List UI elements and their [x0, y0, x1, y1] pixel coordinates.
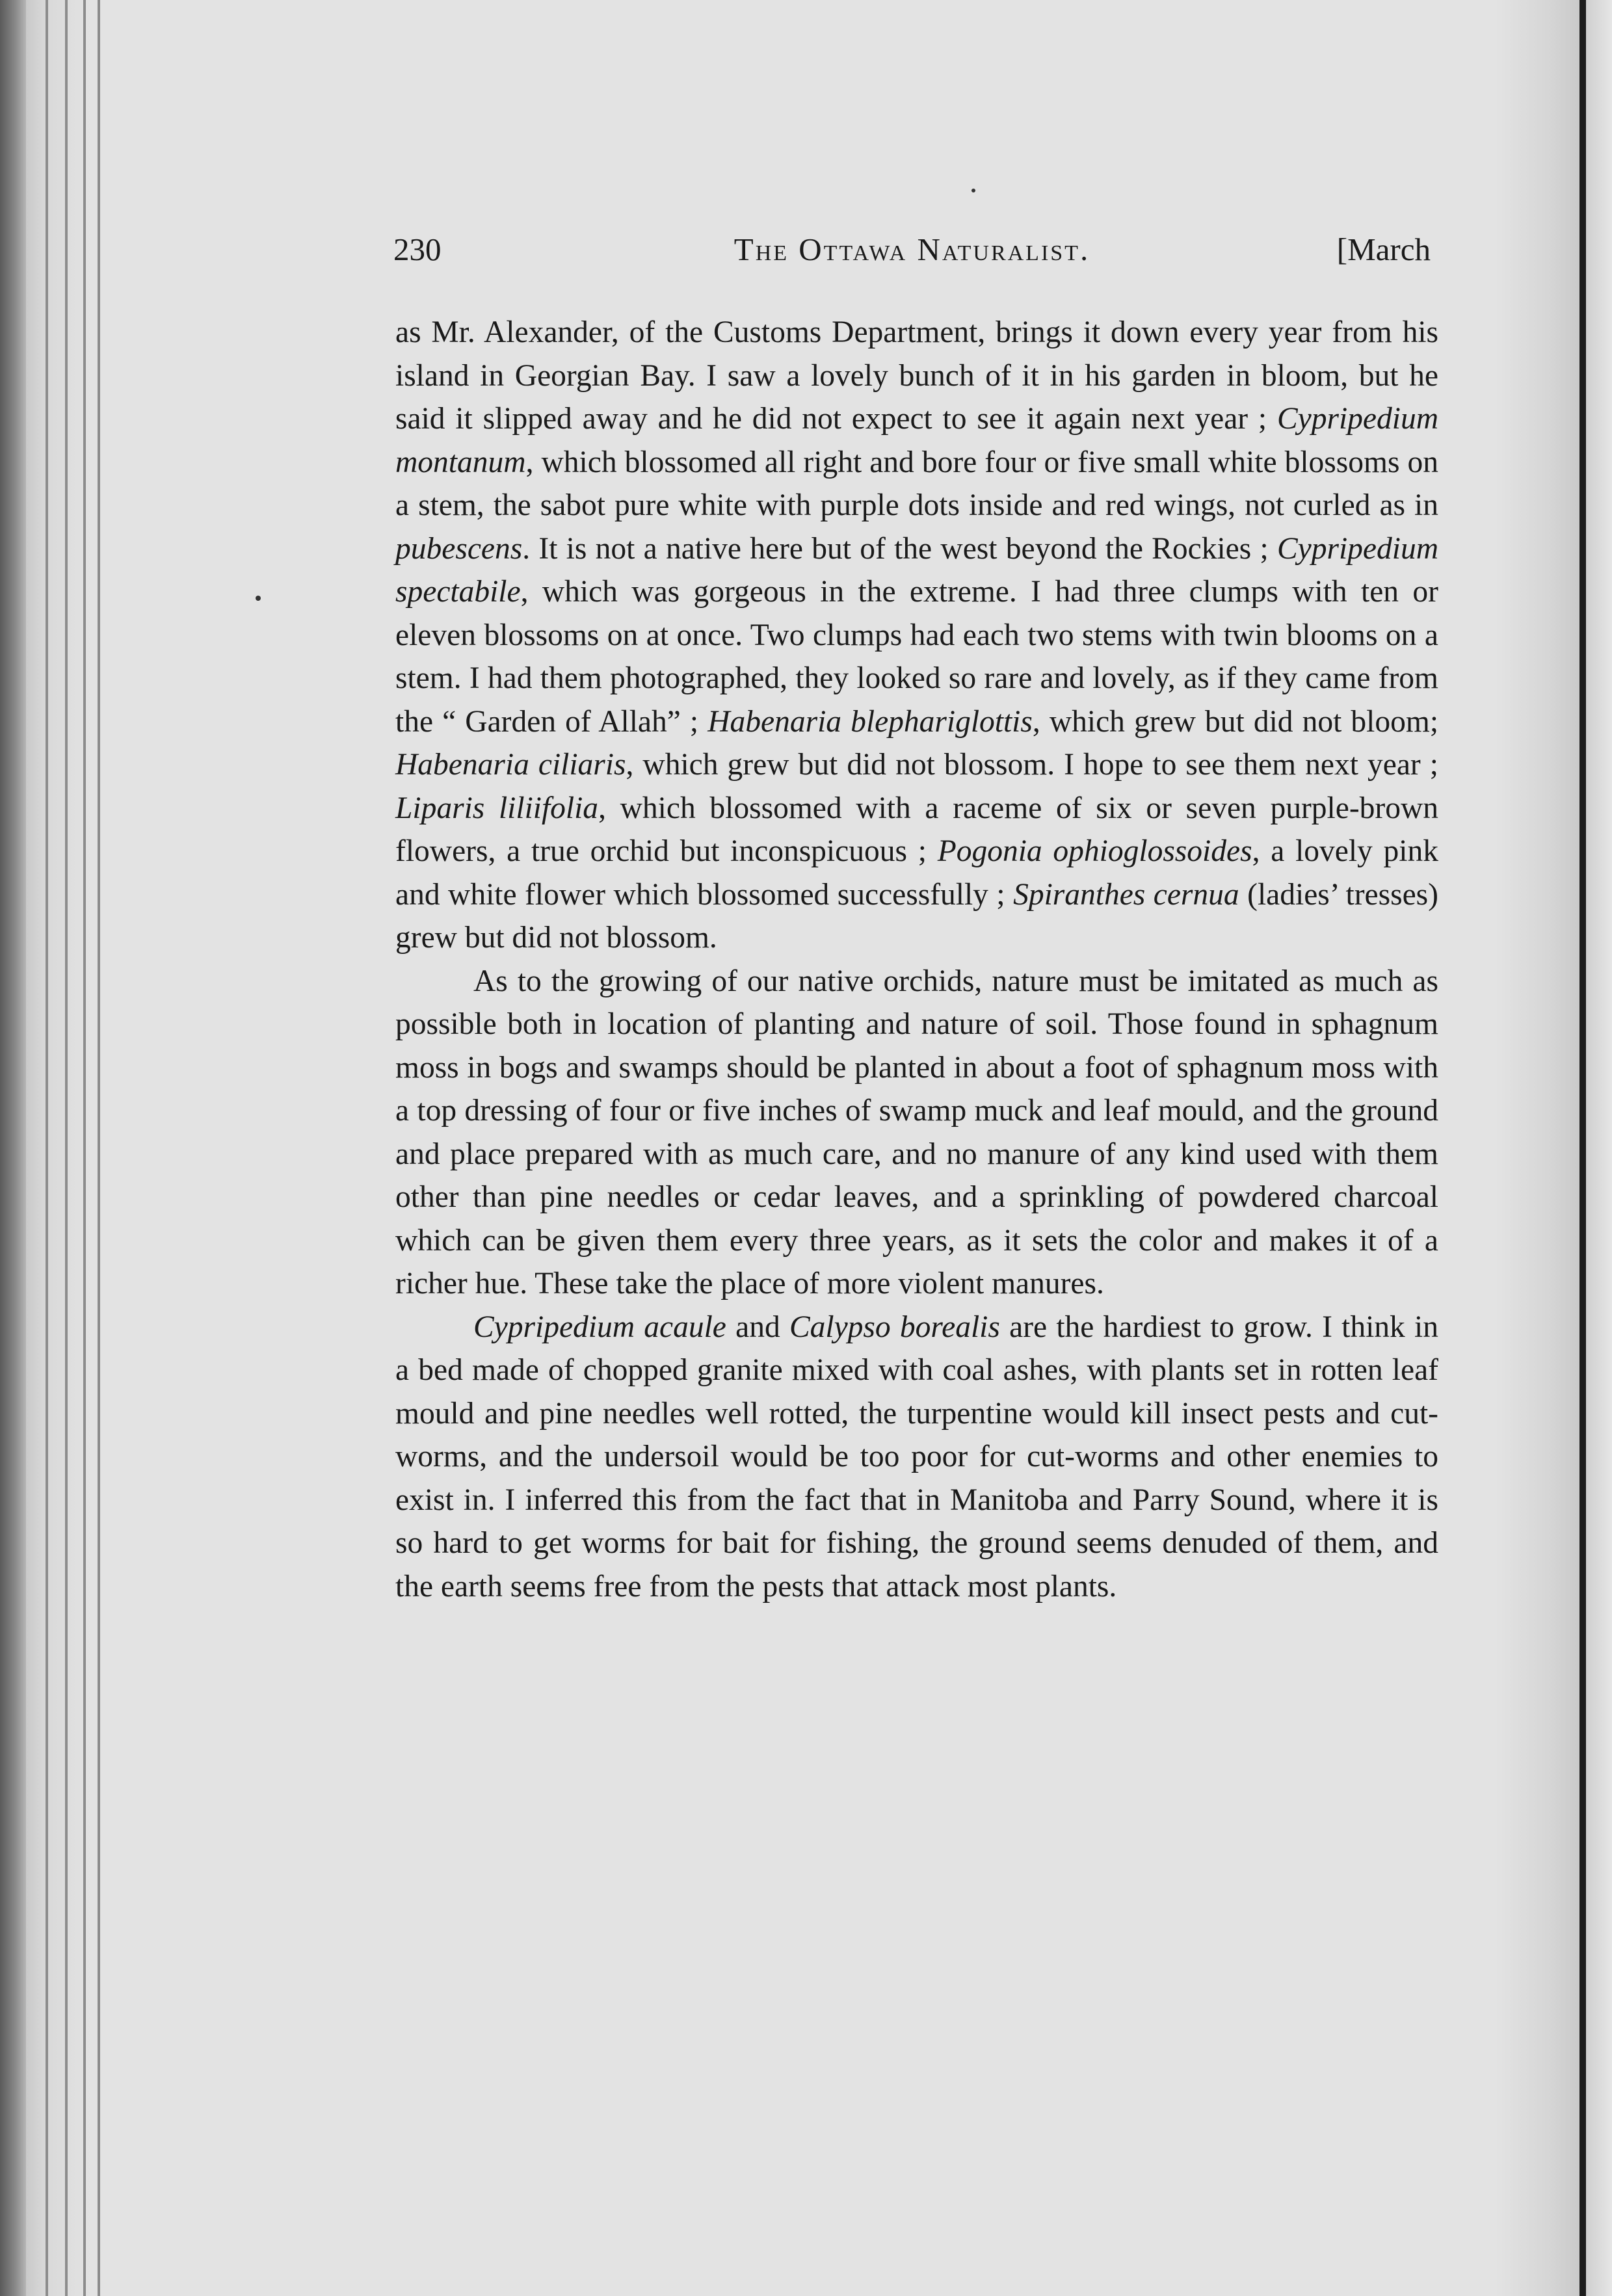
species-name: Liparis liliifolia [395, 791, 599, 825]
paragraph [395, 960, 1438, 1306]
text-run: , which was gorgeous in the extreme. I had three clumps with ten or eleven blossoms on at once. Two clumps had each two stems with twin blooms on a stem. I had them photographed, they looked so rare and lovely, as if they came from the “ Garden of Allah” ; [395, 575, 1438, 739]
page-edge-line [83, 0, 86, 2296]
text-run: (ladies’ tresses) grew but did not blossom. [395, 877, 1438, 955]
text-run: , which grew but did not blossom. I hope to see them next year ; [626, 748, 1438, 782]
paragraph [395, 311, 1438, 960]
article-body [395, 311, 1438, 1608]
scan-speck [971, 189, 975, 192]
right-page-edge [1579, 0, 1586, 2296]
page-edge-line [46, 0, 48, 2296]
species-name: Spiranthes cernua [1013, 877, 1239, 912]
species-name: Habenaria ciliaris [395, 748, 626, 782]
text-run: , which grew but did not bloom; [1032, 704, 1439, 739]
page-edge-line [98, 0, 100, 2296]
species-name: pubescens [395, 531, 523, 566]
species-name: Cypripedium spectabile [395, 531, 1438, 609]
species-name: Cypripedium acaule [473, 1310, 726, 1344]
text-run: as Mr. Alexander, of the Customs Department, brings it down every year from his island in Georgian Bay. I saw a lovely bunch of it in his garden in bloom, but he said it slipped away and he did not expect to see it again next year ; [395, 315, 1438, 436]
issue-month: [March [1336, 231, 1431, 267]
species-name: Cypripedium montanum [395, 402, 1438, 479]
page-header [393, 231, 1431, 283]
text-run: As to the growing of our native orchids, nature must be imitated as much as possible both in location of planting and nature of soil. Those found in sphagnum moss in bogs and swamps should be planted in about a foot of sphagnum moss with a top dressing of four or five inches of swamp muck and leaf mould, and the ground and place prepared with as much care, and no manure of any kind used with them other than pine needles or cedar leaves, and a sprinkling of powdered charcoal which can be given them every three years, as it sets the color and makes it of a richer hue. These take the place of more violent manures. [395, 964, 1438, 1300]
text-run: , which blossomed all right and bore four or five small white blossoms on a stem, the sabot pure white with purple dots inside and red wings, not curled as in [395, 445, 1438, 522]
text-run: and [726, 1310, 789, 1344]
text-run: . It is not a native here but of the west beyond the Rockies ; [522, 531, 1277, 566]
paragraph [395, 1306, 1438, 1609]
text-run: are the hardiest to grow. I think in a bed made of chopped granite mixed with coal ashes, with plants set in rotten leaf mould and pine needles well rotted, the turpentine would kill insect pests and cut-worms, and the undersoil would be too poor for cut-worms and other enemies to exist in. I inferred this from the fact that in Manitoba and Parry Sound, where it is so hard to get worms for bait for fishing, the ground seems denuded of them, and the earth seems free from the pests that attack most plants. [395, 1310, 1438, 1603]
species-name: Pogonia ophioglossoides [937, 834, 1252, 868]
book-binding-shadow [0, 0, 26, 2296]
species-name: Habenaria blephariglottis [707, 704, 1033, 739]
page-edge-line [65, 0, 68, 2296]
text-run: , which blossomed with a raceme of six or seven purple-brown flowers, a true orchid but inconspicuous ; [395, 791, 1439, 868]
text-run: , a lovely pink and white flower which blossomed successfully ; [395, 834, 1439, 912]
species-name: Calypso borealis [789, 1310, 1000, 1344]
scan-speck [256, 596, 261, 601]
right-margin-scan-edge [1586, 0, 1612, 2296]
running-title: The Ottawa Naturalist. [733, 231, 1090, 267]
page-number: 230 [393, 231, 442, 267]
